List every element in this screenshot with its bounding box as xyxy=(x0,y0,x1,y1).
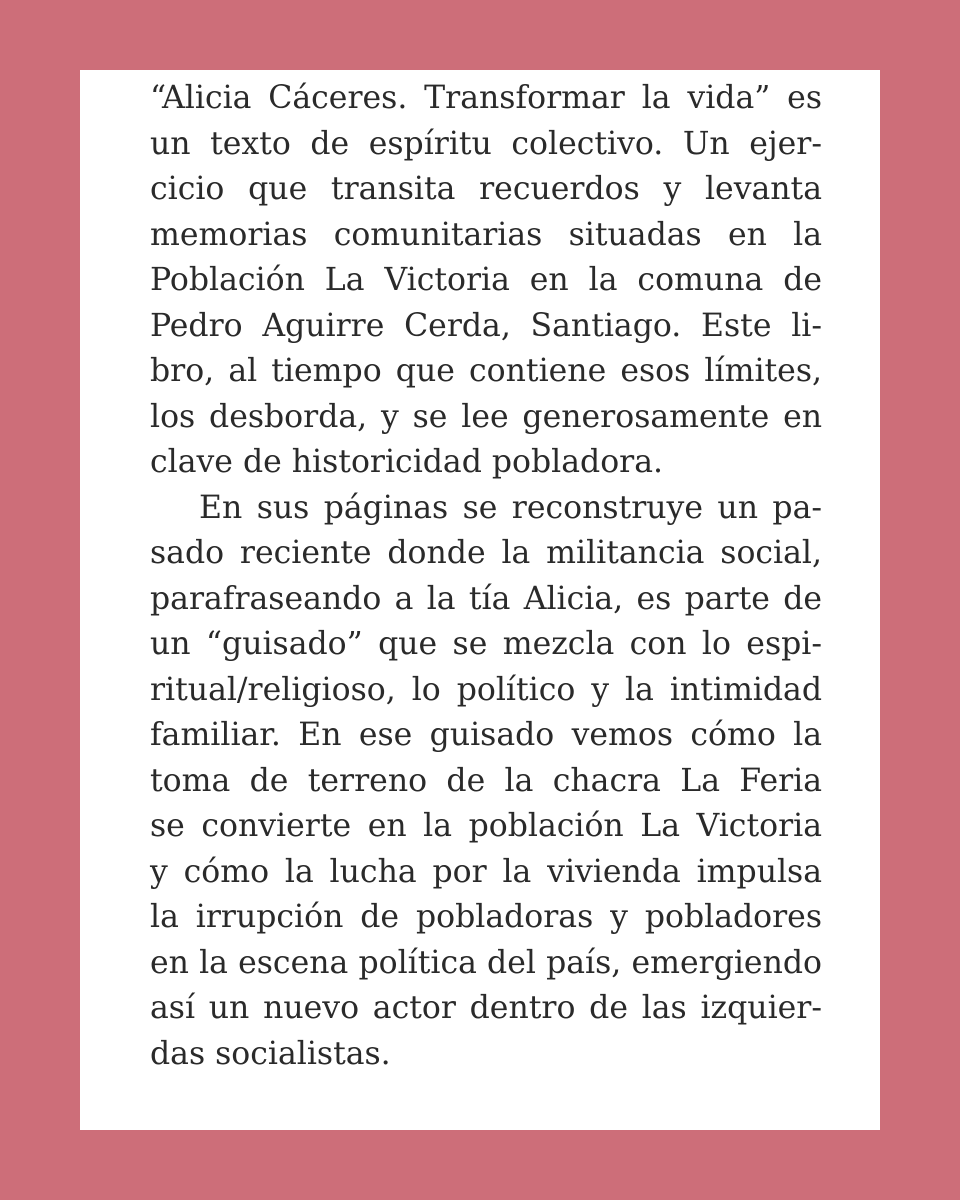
text-line: memorias comunitarias situadas en la xyxy=(150,216,822,253)
text-line: sado reciente donde la militancia social, xyxy=(150,535,822,571)
paragraph-2 xyxy=(150,486,822,1078)
text-line: un texto de espíritu colectivo. Un ejer- xyxy=(150,125,822,162)
text-line: los desborda, y se lee generosamente en xyxy=(150,398,822,435)
text-line: se convierte en la población La Victoria xyxy=(150,808,822,844)
text-line: la irrupción de pobladoras y pobladores xyxy=(150,899,822,935)
text-line: “Alicia Cáceres. Transformar la vida” es xyxy=(150,80,822,116)
text-line: en la escena política del país, emergiendo xyxy=(150,944,822,981)
text-line: parafraseando a la tía Alicia, es parte de xyxy=(150,580,822,617)
book-excerpt xyxy=(150,76,822,1077)
text-line: así un nuevo actor dentro de las izquier- xyxy=(150,990,822,1026)
text-line: clave de historicidad pobladora. xyxy=(150,444,664,480)
text-line: bro, al tiempo que contiene esos límites, xyxy=(150,353,822,389)
text-line: cicio que transita recuerdos y levanta xyxy=(150,171,822,207)
text-line: familiar. En ese guisado vemos cómo la xyxy=(150,717,822,753)
text-line: Población La Victoria en la comuna de xyxy=(150,262,822,298)
text-card xyxy=(80,70,880,1130)
text-line: y cómo la lucha por la vivienda impulsa xyxy=(150,853,822,890)
text-line: un “guisado” que se mezcla con lo espi- xyxy=(150,626,822,662)
text-line: toma de terreno de la chacra La Feria xyxy=(150,762,822,799)
paragraph-1 xyxy=(150,76,822,486)
text-line: En sus páginas se reconstruye un pa- xyxy=(199,489,822,526)
text-line: das socialistas. xyxy=(150,1035,391,1072)
text-line: ritual/religioso, lo político y la intimidad xyxy=(150,671,822,708)
text-line: Pedro Aguirre Cerda, Santiago. Este li- xyxy=(150,307,822,344)
